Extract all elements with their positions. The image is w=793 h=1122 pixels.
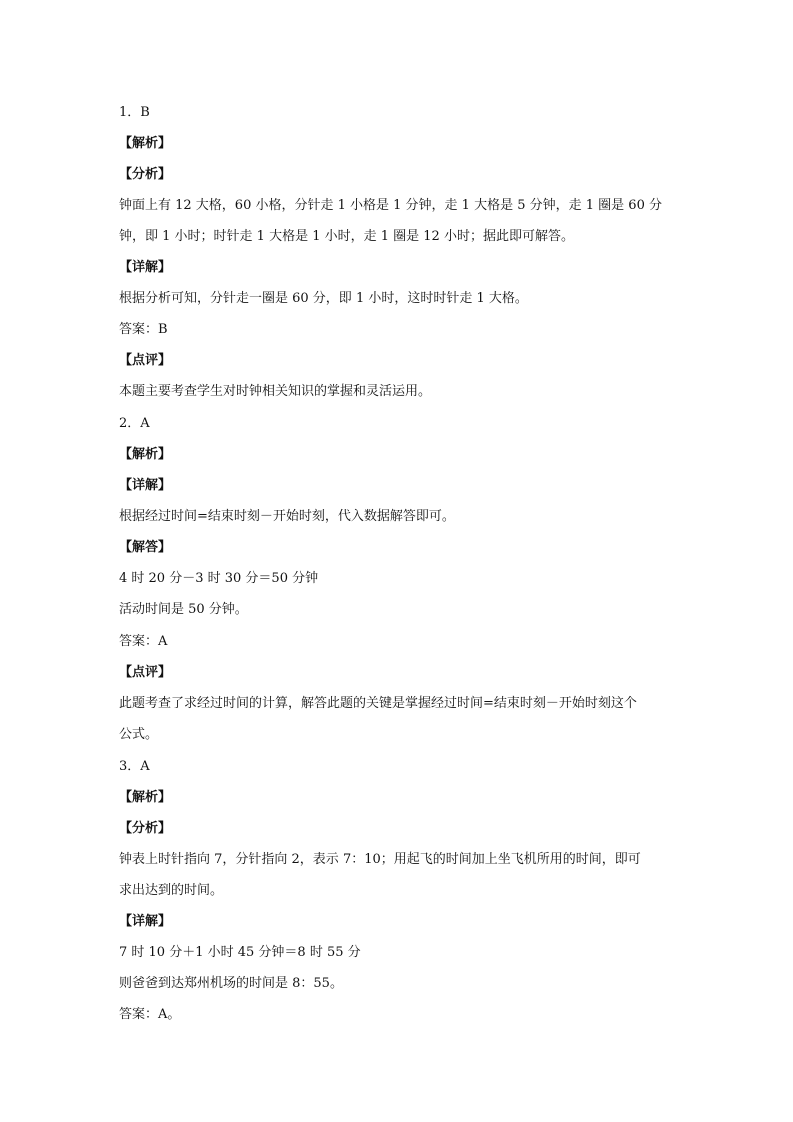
answer-2-comment-line-2: 公式。 — [119, 727, 159, 742]
answer-2-solve-heading: 【解答】 — [119, 540, 172, 555]
answer-1-number: 1．B — [119, 105, 150, 120]
answer-3-fenxi-heading: 【分析】 — [119, 821, 172, 836]
answer-1-comment-heading: 【点评】 — [119, 353, 172, 368]
answer-2-comment-line-1: 此题考查了求经过时间的计算，解答此题的关键是掌握经过时间=结束时刻－开始时刻这个 — [119, 696, 637, 711]
answer-2-solve-line-2: 活动时间是 50 分钟。 — [119, 602, 248, 617]
answer-1-detail-line-1: 根据分析可知，分针走一圈是 60 分，即 1 小时，这时时针走 1 大格。 — [119, 291, 528, 306]
answer-2-analysis-heading: 【解析】 — [119, 447, 172, 462]
answer-1-fenxi-line-2: 钟，即 1 小时；时针走 1 大格是 1 小时，走 1 圈是 12 小时；据此即可解答。 — [119, 229, 574, 244]
answer-3-analysis-heading: 【解析】 — [119, 790, 172, 805]
answer-2-detail-line-1: 根据经过时间=结束时刻－开始时刻，代入数据解答即可。 — [119, 509, 455, 524]
answer-1-fenxi-heading: 【分析】 — [119, 167, 172, 182]
answer-3-detail-line-2: 则爸爸到达郑州机场的时间是 8：55。 — [119, 976, 343, 991]
answer-1-detail-heading: 【详解】 — [119, 260, 172, 275]
answer-2-comment-heading: 【点评】 — [119, 665, 172, 680]
answer-1-analysis-heading: 【解析】 — [119, 136, 172, 151]
answer-3-detail-heading: 【详解】 — [119, 914, 172, 929]
answer-2-detail-heading: 【详解】 — [119, 478, 172, 493]
answer-3-detail-line-1: 7 时 10 分＋1 小时 45 分钟＝8 时 55 分 — [119, 945, 361, 960]
answer-1-answer: 答案：B — [119, 322, 168, 337]
answer-1-comment-line-1: 本题主要考查学生对时钟相关知识的掌握和灵活运用。 — [119, 384, 432, 399]
answer-2-number: 2．A — [119, 416, 150, 431]
answer-3-answer: 答案：A。 — [119, 1007, 181, 1022]
answer-3-fenxi-line-2: 求出达到的时间。 — [119, 883, 224, 898]
answer-3-number: 3．A — [119, 759, 150, 774]
answer-2-answer: 答案：A — [119, 634, 168, 649]
answer-2-solve-line-1: 4 时 20 分－3 时 30 分＝50 分钟 — [119, 571, 319, 586]
answer-1-fenxi-line-1: 钟面上有 12 大格，60 小格，分针走 1 小格是 1 分钟，走 1 大格是 5 分钟，走 1 圈是 60 分 — [119, 198, 662, 213]
answer-3-fenxi-line-1: 钟表上时针指向 7，分针指向 2，表示 7：10；用起飞的时间加上坐飞机所用的时间，即可 — [119, 852, 641, 867]
